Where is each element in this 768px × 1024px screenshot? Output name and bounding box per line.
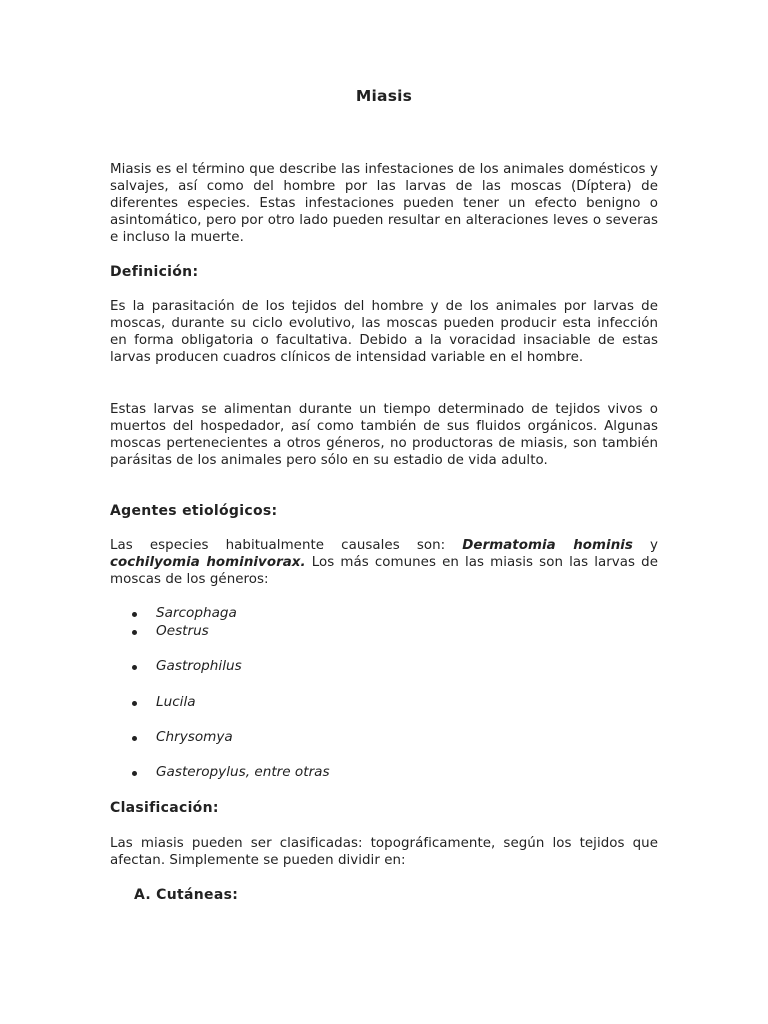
agentes-paragraph <box>110 537 658 588</box>
species-name: Dermatomia hominis <box>462 538 633 553</box>
section-heading-agentes: Agentes etiológicos: <box>110 503 278 519</box>
bullet-icon <box>132 736 137 741</box>
bullet-icon <box>132 771 137 776</box>
definicion-paragraph-2: Estas larvas se alimentan durante un tiempo determinado de tejidos vivos o muertos del hospedador, así como también de sus fluidos orgánicos. Algunas moscas pertenecientes a otros géneros, no productoras de miasis, son también parásitas de los animales pero sólo en su estadio de vida adulto. <box>110 402 658 468</box>
genus-name: Oestrus <box>156 623 209 639</box>
bullet-icon <box>132 612 137 617</box>
agentes-text-part-2: y <box>632 538 659 553</box>
genus-name: Gasteropylus, entre otras <box>156 764 330 780</box>
bullet-icon <box>132 630 137 635</box>
section-heading-clasificacion: Clasificación: <box>110 800 219 816</box>
agentes-text-part-1: Las especies habitualmente causales son: <box>110 538 463 553</box>
genus-name: Chrysomya <box>156 729 233 745</box>
agentes-text-part-3: Los más comunes en las miasis son las larvas de moscas de los géneros: <box>110 555 658 587</box>
subheading-cutaneas: A. Cutáneas: <box>134 887 239 903</box>
definicion-paragraph-1: Es la parasitación de los tejidos del hombre y de los animales por larvas de moscas, durante su ciclo evolutivo, las moscas pueden producir esta infección en forma obligatoria o facultativa. Debido a la voracidad insaciable de estas larvas producen cuadros clínicos de intensidad variable en el hombre. <box>110 299 658 365</box>
clasificacion-paragraph: Las miasis pueden ser clasificadas: topográficamente, según los tejidos que afectan. Simplemente se pueden dividir en: <box>110 836 658 868</box>
section-heading-definicion: Definición: <box>110 264 199 280</box>
document-title: Miasis <box>355 87 413 105</box>
bullet-icon <box>132 701 137 706</box>
species-name: cochilyomia hominivorax. <box>110 555 306 570</box>
bullet-icon <box>132 665 137 670</box>
intro-paragraph: Miasis es el término que describe las infestaciones de los animales domésticos y salvajes, así como del hombre por las larvas de las moscas (Díptera) de diferentes especies. Estas infestaciones pueden tener un efecto benigno o asintomático, pero por otro lado pueden resultar en alteraciones leves o severas e incluso la muerte. <box>110 162 658 245</box>
genus-name: Sarcophaga <box>156 605 237 621</box>
genus-name: Lucila <box>156 694 196 710</box>
genus-name: Gastrophilus <box>156 658 242 674</box>
